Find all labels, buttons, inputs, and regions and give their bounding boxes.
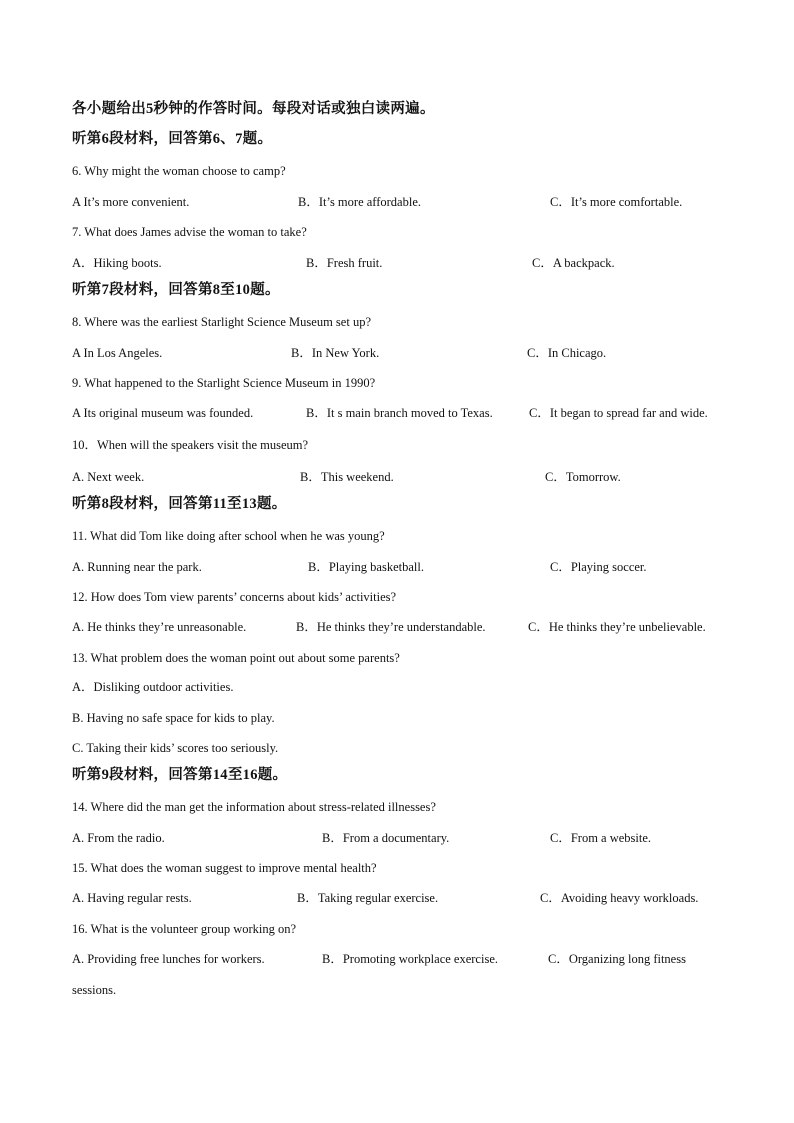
question-8-option-b: B．In New York. <box>291 346 380 360</box>
question-9-option-a: A Its original museum was founded. <box>72 406 254 420</box>
question-12-option-c: C．He thinks they’re unbelievable. <box>528 620 706 634</box>
question-9: 9. What happened to the Starlight Science Museum in 1990? <box>72 376 376 390</box>
question-15: 15. What does the woman suggest to improve mental health? <box>72 861 377 875</box>
question-8: 8. Where was the earliest Starlight Science Museum set up? <box>72 315 371 329</box>
question-14-option-b: B．From a documentary. <box>322 831 450 845</box>
question-7: 7. What does James advise the woman to take? <box>72 225 307 239</box>
question-7-option-b: B．Fresh fruit. <box>306 256 383 270</box>
section-header-8: 听第8段材料，回答第11至13题。 <box>72 496 287 512</box>
question-16-option-c-continuation: sessions. <box>72 983 117 997</box>
question-15-option-b: B．Taking regular exercise. <box>297 891 439 905</box>
question-15-option-a: A. Having regular rests. <box>72 891 192 905</box>
question-6-option-a: A It’s more convenient. <box>72 195 190 209</box>
question-16-option-b: B．Promoting workplace exercise. <box>322 952 498 966</box>
question-9-option-c: C．It began to spread far and wide. <box>529 406 708 420</box>
section-header-7: 听第7段材料，回答第8至10题。 <box>72 282 280 298</box>
question-11-option-a: A. Running near the park. <box>72 560 202 574</box>
question-9-option-b: B．It s main branch moved to Texas. <box>306 406 493 420</box>
question-14-option-c: C．From a website. <box>550 831 652 845</box>
question-16-option-c: C．Organizing long fitness <box>548 952 686 966</box>
question-13-option-a: A．Disliking outdoor activities. <box>72 680 234 694</box>
question-6-option-b: B．It’s more affordable. <box>298 195 421 209</box>
question-11-option-b: B．Playing basketball. <box>308 560 424 574</box>
question-8-option-a: A In Los Angeles. <box>72 346 163 360</box>
question-10: 10．When will the speakers visit the museum? <box>72 438 309 452</box>
question-14-option-a: A. From the radio. <box>72 831 165 845</box>
question-12-option-b: B．He thinks they’re understandable. <box>296 620 486 634</box>
question-11: 11. What did Tom like doing after school when he was young? <box>72 529 385 543</box>
question-6: 6. Why might the woman choose to camp? <box>72 164 286 178</box>
question-10-option-a: A. Next week. <box>72 470 145 484</box>
question-15-option-c: C．Avoiding heavy workloads. <box>540 891 699 905</box>
section-header-6: 听第6段材料，回答第6、7题。 <box>72 131 273 147</box>
question-14: 14. Where did the man get the information about stress-related illnesses? <box>72 800 436 814</box>
question-13: 13. What problem does the woman point out about some parents? <box>72 651 400 665</box>
section-header-9: 听第9段材料，回答第14至16题。 <box>72 767 288 783</box>
question-7-option-c: C．A backpack. <box>532 256 615 270</box>
question-10-option-b: B．This weekend. <box>300 470 394 484</box>
question-16-option-a: A. Providing free lunches for workers. <box>72 952 265 966</box>
question-8-option-c: C．In Chicago. <box>527 346 607 360</box>
question-7-option-a: A．Hiking boots. <box>72 256 162 270</box>
question-13-option-b: B. Having no safe space for kids to play. <box>72 711 275 725</box>
question-12: 12. How does Tom view parents’ concerns about kids’ activities? <box>72 590 397 604</box>
question-16: 16. What is the volunteer group working on? <box>72 922 297 936</box>
question-6-option-c: C．It’s more comfortable. <box>550 195 683 209</box>
question-10-option-c: C．Tomorrow. <box>545 470 621 484</box>
question-11-option-c: C．Playing soccer. <box>550 560 647 574</box>
instructions-intro: 各小题给出5秒钟的作答时间。每段对话或独白读两遍。 <box>72 101 435 117</box>
question-13-option-c: C. Taking their kids’ scores too seriously. <box>72 741 279 755</box>
question-12-option-a: A. He thinks they’re unreasonable. <box>72 620 247 634</box>
